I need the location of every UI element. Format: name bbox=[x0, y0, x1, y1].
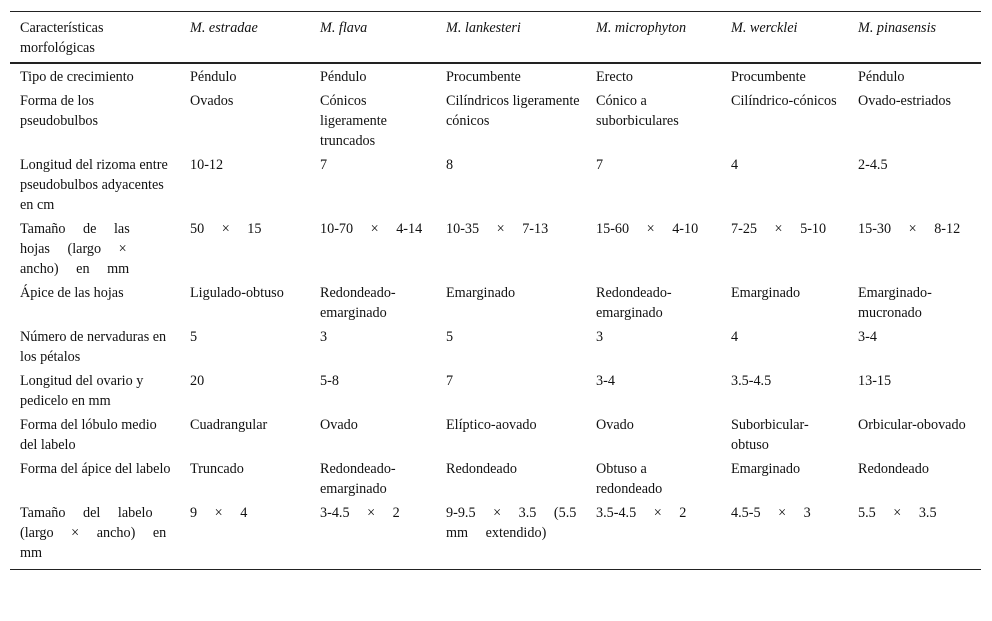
header-species-estradae: M. estradae bbox=[190, 20, 258, 36]
table-row bbox=[10, 369, 981, 413]
row-label: Longitud del ovario y pedicelo en mm bbox=[20, 373, 144, 409]
table-cell: 9-9.5 × 3.5 (5.5 mm extendido) bbox=[446, 505, 577, 541]
table-cell: 15-60 × 4-10 bbox=[596, 221, 699, 237]
table-cell: 4.5-5 × 3 bbox=[731, 505, 811, 521]
morphology-comparison-table bbox=[10, 11, 981, 570]
table-row bbox=[10, 217, 981, 281]
header-species-pinasensis: M. pinasensis bbox=[858, 20, 937, 36]
table-cell: 10-35 × 7-13 bbox=[446, 221, 549, 237]
header-row bbox=[10, 12, 981, 64]
table-cell: 7 bbox=[446, 373, 454, 389]
table-cell: Suborbicular-obtuso bbox=[731, 417, 809, 453]
table-cell: Ligulado-obtuso bbox=[190, 285, 284, 301]
table-cell: Obtuso a redondeado bbox=[596, 461, 663, 497]
row-label: Tamaño del labelo (largo × ancho) en mm bbox=[20, 505, 167, 561]
table-cell: 3 bbox=[320, 329, 328, 345]
table-cell: 50 × 15 bbox=[190, 221, 262, 237]
table-cell: Emarginado bbox=[731, 461, 801, 477]
table-cell: 3 bbox=[596, 329, 604, 345]
row-label: Forma del lóbulo medio del labelo bbox=[20, 417, 157, 453]
header-species-lankesteri: M. lankesteri bbox=[446, 20, 521, 36]
table-cell: Emarginado-mucronado bbox=[858, 285, 932, 321]
table-cell: 9 × 4 bbox=[190, 505, 248, 521]
header-feature: Características morfológicas bbox=[20, 20, 104, 56]
table-cell: 5 bbox=[446, 329, 454, 345]
table-cell: Ovado-estriados bbox=[858, 93, 951, 109]
row-label: Longitud del rizoma entre pseudobulbos adyacentes en cm bbox=[20, 157, 168, 213]
header-species-microphyton: M. microphyton bbox=[596, 20, 687, 36]
table-row bbox=[10, 153, 981, 217]
table-cell: Emarginado bbox=[446, 285, 516, 301]
table-body bbox=[10, 63, 981, 570]
table-row bbox=[10, 89, 981, 153]
row-label: Forma de los pseudobulbos bbox=[20, 93, 99, 129]
table-cell: 13-15 bbox=[858, 373, 892, 389]
table-cell: Redondeado bbox=[858, 461, 929, 477]
table-cell: 5.5 × 3.5 bbox=[858, 505, 937, 521]
table-row bbox=[10, 63, 981, 89]
table-cell: Redondeado-emarginado bbox=[596, 285, 672, 321]
table-cell: Péndulo bbox=[320, 69, 367, 85]
row-label: Tamaño de las hojas (largo × ancho) en mm bbox=[20, 221, 130, 277]
table-cell: Redondeado-emarginado bbox=[320, 461, 396, 497]
row-label: Ápice de las hojas bbox=[20, 285, 124, 301]
table-cell: 2-4.5 bbox=[858, 157, 888, 173]
table-cell: 10-12 bbox=[190, 157, 224, 173]
table-cell: Cilíndricos ligeramente cónicos bbox=[446, 93, 580, 129]
table-cell: 3-4.5 × 2 bbox=[320, 505, 400, 521]
header-species-flava: M. flava bbox=[320, 20, 368, 36]
table-cell: Emarginado bbox=[731, 285, 801, 301]
table-cell: 3-4 bbox=[596, 373, 615, 389]
table-cell: 7 bbox=[320, 157, 328, 173]
table-cell: 4 bbox=[731, 157, 739, 173]
table-cell: Orbicular-obovado bbox=[858, 417, 966, 433]
row-label: Número de nervaduras en los pétalos bbox=[20, 329, 167, 365]
table-cell: Redondeado-emarginado bbox=[320, 285, 396, 321]
table-cell: Erecto bbox=[596, 69, 634, 85]
table-cell: 8 bbox=[446, 157, 454, 173]
table-cell: 5 bbox=[190, 329, 198, 345]
table-cell: 3-4 bbox=[858, 329, 877, 345]
table-cell: 7 bbox=[596, 157, 604, 173]
table-row bbox=[10, 325, 981, 369]
morphology-table-container bbox=[10, 11, 981, 570]
table-cell: Ovado bbox=[320, 417, 358, 433]
table-cell: Cónico a suborbiculares bbox=[596, 93, 679, 129]
table-row bbox=[10, 501, 981, 570]
table-cell: 7-25 × 5-10 bbox=[731, 221, 827, 237]
table-cell: Procumbente bbox=[731, 69, 806, 85]
table-row bbox=[10, 457, 981, 501]
table-cell: 3.5-4.5 bbox=[731, 373, 772, 389]
table-cell: Cilíndrico-cónicos bbox=[731, 93, 837, 109]
table-cell: 15-30 × 8-12 bbox=[858, 221, 961, 237]
table-row bbox=[10, 413, 981, 457]
table-cell: Péndulo bbox=[190, 69, 237, 85]
table-cell: Ovados bbox=[190, 93, 234, 109]
table-cell: 3.5-4.5 × 2 bbox=[596, 505, 687, 521]
table-cell: Cónicos ligeramente truncados bbox=[320, 93, 387, 149]
row-label: Tipo de crecimiento bbox=[20, 69, 134, 85]
table-cell: Procumbente bbox=[446, 69, 521, 85]
row-label: Forma del ápice del labelo bbox=[20, 461, 171, 477]
table-cell: 10-70 × 4-14 bbox=[320, 221, 423, 237]
table-cell: Truncado bbox=[190, 461, 244, 477]
table-cell: Péndulo bbox=[858, 69, 905, 85]
table-cell: Ovado bbox=[596, 417, 634, 433]
table-cell: 20 bbox=[190, 373, 205, 389]
header-species-wercklei: M. wercklei bbox=[731, 20, 798, 36]
table-cell: Redondeado bbox=[446, 461, 517, 477]
table-cell: 5-8 bbox=[320, 373, 339, 389]
table-row bbox=[10, 281, 981, 325]
table-cell: 4 bbox=[731, 329, 739, 345]
table-header bbox=[10, 12, 981, 64]
table-cell: Elíptico-aovado bbox=[446, 417, 537, 433]
table-cell: Cuadrangular bbox=[190, 417, 268, 433]
